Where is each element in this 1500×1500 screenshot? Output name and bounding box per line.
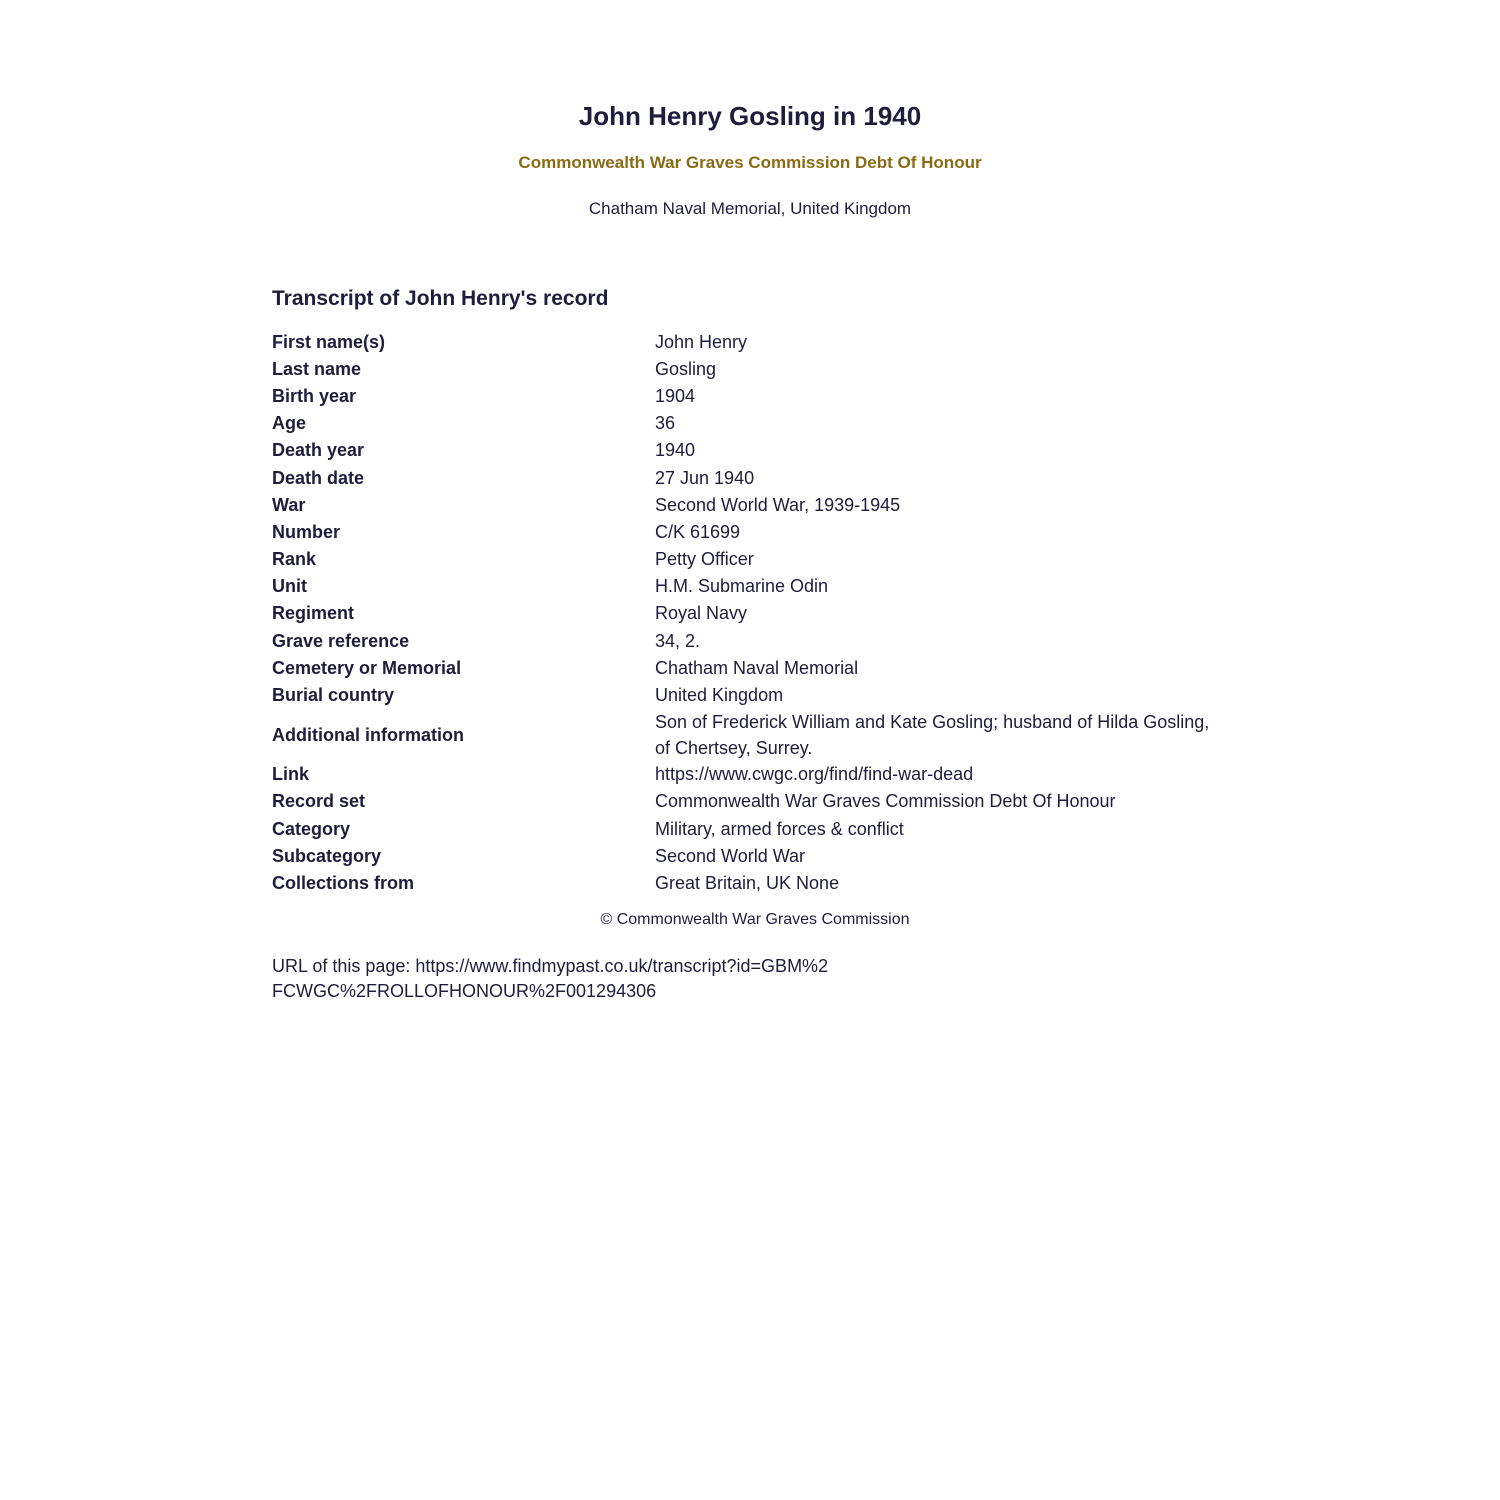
record-value: Second World War, 1939-1945 — [655, 494, 901, 515]
record-label: Number — [272, 521, 341, 542]
record-label: Unit — [272, 576, 307, 597]
record-row — [272, 573, 1228, 600]
record-row — [272, 654, 1228, 681]
record-set-subtitle: Commonwealth War Graves Commission Debt Of Honour — [518, 153, 982, 172]
record-row — [272, 464, 1228, 491]
record-value: https://www.cwgc.org/find/find-war-dead — [655, 764, 974, 785]
record-row — [272, 600, 1228, 627]
record-value: Military, armed forces & conflict — [655, 818, 904, 839]
record-value: 1904 — [655, 385, 696, 406]
record-label: Cemetery or Memorial — [272, 657, 462, 678]
record-row — [272, 842, 1228, 869]
page-title: John Henry Gosling in 1940 — [578, 101, 922, 131]
record-value: Son of Frederick William and Kate Gosling; husband of Hilda Gosling, of Chertsey, Surrey. — [655, 711, 1210, 758]
record-value: Royal Navy — [655, 603, 748, 624]
record-row — [272, 328, 1228, 355]
record-value: Great Britain, UK None — [655, 872, 840, 893]
transcript-heading: Transcript of John Henry's record — [272, 287, 609, 310]
record-label: Collections from — [272, 872, 415, 893]
record-label: Additional information — [272, 724, 464, 745]
record-row — [272, 382, 1228, 409]
record-value: 1940 — [655, 440, 696, 461]
record-label: Age — [272, 413, 307, 434]
record-label: Grave reference — [272, 630, 410, 651]
record-row — [272, 627, 1228, 654]
record-label: Record set — [272, 791, 366, 812]
record-value: 36 — [655, 413, 676, 434]
record-row — [272, 681, 1228, 708]
record-value: Gosling — [655, 358, 717, 379]
record-row — [272, 869, 1228, 896]
record-row — [272, 410, 1228, 437]
record-value: Petty Officer — [655, 549, 754, 570]
record-value: Second World War — [655, 845, 806, 866]
record-value: Chatham Naval Memorial — [655, 657, 859, 678]
record-row — [272, 788, 1228, 815]
record-row — [272, 546, 1228, 573]
record-value: 27 Jun 1940 — [655, 467, 755, 488]
location-line: Chatham Naval Memorial, United Kingdom — [588, 199, 912, 218]
record-value: C/K 61699 — [655, 521, 741, 542]
record-label: Rank — [272, 549, 317, 570]
record-label: Death date — [272, 467, 365, 488]
record-row — [272, 355, 1228, 382]
record-value: 34, 2. — [655, 630, 701, 651]
record-label: Subcategory — [272, 845, 382, 866]
record-row — [272, 518, 1228, 545]
record-row — [272, 815, 1228, 842]
record-value: United Kingdom — [655, 685, 784, 706]
record-table — [272, 328, 1228, 897]
record-label: Birth year — [272, 385, 357, 406]
record-row — [272, 761, 1228, 788]
record-label: Burial country — [272, 685, 395, 706]
copyright-notice: © Commonwealth War Graves Commission — [600, 911, 910, 928]
record-row — [272, 491, 1228, 518]
record-label: War — [272, 494, 306, 515]
page-url: URL of this page: https://www.findmypast.co.uk/transcript?id=GBM%2FCWGC%2FROLLOFHONOUR%2F001294306 — [272, 956, 829, 1001]
record-value: H.M. Submarine Odin — [655, 576, 829, 597]
record-row — [272, 437, 1228, 464]
record-label: Death year — [272, 440, 365, 461]
record-label: Link — [272, 764, 310, 785]
record-label: Last name — [272, 358, 362, 379]
record-label: First name(s) — [272, 331, 386, 352]
record-value: John Henry — [655, 331, 748, 352]
record-row — [272, 709, 1228, 761]
record-value: Commonwealth War Graves Commission Debt Of Honour — [655, 791, 1116, 812]
record-label: Category — [272, 818, 351, 839]
record-label: Regiment — [272, 603, 355, 624]
